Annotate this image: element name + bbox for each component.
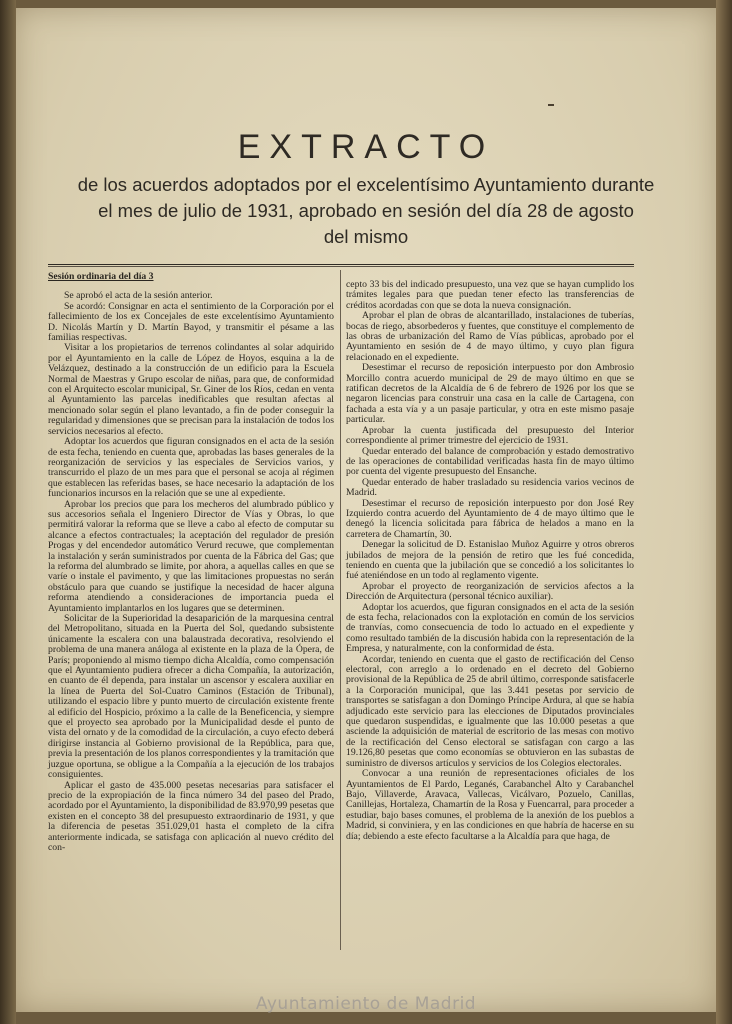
paragraph: Desestimar el recurso de reposición interpuesto por don Ambrosio Morcillo contra acuerdo municipal de 29 de mayo último en que se ratifican decretos de la Alcaldía de 6 de febrero de 1926 por los que se negaron licencias para construir una casa en la calle de Cartagena, con fachada a esta vía y a un pasaje particular, y otra en este mismo pasaje particular.: [346, 362, 634, 426]
section-heading: Sesión ordinaria del día 3: [48, 271, 154, 282]
paragraph: Desestimar el recurso de reposición interpuesto por don José Rey Izquierdo contra acuerdo del Ayuntamiento de 4 de mayo último que le denegó la licencia solicitada para fábrica de helados a mano en la carretera de Chamartín, 30.: [346, 497, 634, 540]
ink-mark: [548, 104, 554, 106]
paragraph: Se aprobó el acta de la sesión anterior.: [64, 290, 213, 302]
page-subtitle: [40, 172, 692, 250]
column-divider: [340, 270, 341, 950]
paragraph: Acordar, teniendo en cuenta que el gasto de rectificación del Censo electoral, con arreglo a lo ordenado en el decreto del Gobierno provisional de la República de 25 de abril último, corresponde satisfacerle a la Corporación municipal, que las 3.441 pesetas por servicio de transportes se satisfagan a don Domingo Príncipe Ardura, al que se había adjudicado este servicio para las elecciones de Diputados provinciales que quedaron suspendidas, e igualmente que las 10.000 pesetas a que asciende la adquisición de material de escritorio de las mesas con motivo de la rectificación del Censo electoral se satisfagan con cargo a las 19.126,80 pesetas que como economías se obtuvieron en las subastas de suministro de diversos artículos y servicios de los Colegios electorales.: [346, 653, 634, 769]
paragraph-continued: cepto 33 bis del indicado presupuesto, una vez que se hayan cumplido los trámites legales para que puedan tener efecto las transferencias de créditos acordadas con que se dota la nueva consignación.: [346, 279, 634, 311]
title-divider-secondary: [48, 266, 634, 267]
paragraph: Quedar enterado de haber trasladado su residencia varios vecinos de Madrid.: [346, 476, 634, 499]
paragraph: Denegar la solicitud de D. Estanislao Muñoz Aguirre y otros obreros jubilados de mejora de la pensión de retiro que les fué concedida, teniendo en cuenta que la jubilación que se concedió a los solicitantes lo fué ateniéndose en un todo al reglamento vigente.: [346, 539, 634, 582]
page-title: EXTRACTO: [237, 128, 495, 166]
subtitle-line: el mes de julio de 1931, aprobado en sesión del día 28 de agosto: [98, 200, 634, 221]
right-column: [346, 280, 634, 842]
paragraph: Aprobar la cuenta justificada del presupuesto del Interior correspondiente al primer trimestre del ejercicio de 1931.: [346, 424, 634, 447]
watermark: Ayuntamiento de Madrid: [255, 994, 477, 1014]
paragraph: Convocar a una reunión de representaciones oficiales de los Ayuntamientos de El Pardo, Leganés, Carabanchel Alto y Carabanchel Bajo, Villaverde, Aravaca, Vallecas, Vicálvaro, Pozuelo, Canillas, Canillejas, Hortaleza, Chamartín de la Rosa y Fuencarral, para proceder a estudiar, bajo bases comunes, el problema de la anexión de los pueblos a Madrid, si conviniera, y en las condiciones en que habría de hacerse en su día; debiendo a este efecto facultarse a la Alcaldía para que haga, de: [346, 768, 634, 842]
paragraph: Solicitar de la Superioridad la desaparición de la marquesina central del Metropolitano, situada en la Puerta del Sol, quedando subsistente únicamente la escalera con una balaustrada decorativa, resolviendo el problema de una manera análoga al existente en la plaza de la Ópera, de París; proponiendo al mismo tiempo dicha Alcaldía, como compensación que el Ayuntamiento pudiera ofrecer a dicha Compañía, la autorización, en cuanto de él dependa, para instalar un ascensor y escalera auxiliar en la línea de Puerta del Sol-Cuatro Caminos (Estación de Tribunal), utilizando el espacio libre y punto muerto de circulación existente frente al edificio del Hospicio, próximo a la calle de la Beneficencia, y siempre que el proyecto sea aprobado por la Municipalidad desde el punto de vista del ornato y de la comodidad de la circulación, a cuyo efecto deberá dirigirse instancia al Gobierno provisional de la República, para que, previa la presentación de los planos correspondientes y la tramitación que juzgue oportuna, se obligue a la Compañía a la ejecución de los trabajos consiguientes.: [48, 613, 334, 781]
paragraph: Aplicar el gasto de 435.000 pesetas necesarias para satisfacer el precio de la expropiación de la finca número 34 del paseo del Prado, acordado por el Ayuntamiento, la disponibilidad de 83.970,99 pesetas que existen en el concepto 38 del presupuesto extraordinario de 1931, y que la diferencia de pesetas 351.029,01 hasta el completo de la cifra anteriormente indicada, se satisfaga con aplicación al nuevo crédito del con-: [48, 779, 334, 853]
subtitle-line: del mismo: [323, 226, 409, 247]
paragraph: Aprobar el proyecto de reorganización de servicios afectos a la Dirección de Arquitectura (personal técnico auxiliar).: [346, 580, 634, 603]
paragraph: Visitar a los propietarios de terrenos colindantes al solar adquirido por el Ayuntamiento en la calle de López de Hoyos, esquina a la de Velázquez, destinado a la construcción de un edificio para la Escuela Normal de Maestras y Grupo escolar de niñas, para que, de conformidad con el Arquitecto escolar municipal, Sr. Giner de los Ríos, cedan en venta al Ayuntamiento las parcelas inedificables que resultan afectas al mencionado solar según el plano levantado, a fin de poder conseguir la regularidad y dimensiones que se precisan para la instalación de todos los servicios necesarios al efecto.: [48, 342, 334, 437]
paragraph: Aprobar los precios que para los mecheros del alumbrado público y sus accesorios señala el Ingeniero Director de Vías y Obras, lo que permitirá valorar la reforma que se lleve a cabo al efecto de computar su alcance a efectos contractuales; la aceptación del regulador de presión Progas y del encendedor automático Verurd recuwe, que complementan la instalación y serán suministrados por cuenta de la Fábrica del Gas; que la reforma del alumbrado se limite, por ahora, a aquellas calles en que se varíe o instale el pavimento, y que las limitaciones propuestas no serán obstáculo para que cuando se justifique la necesidad de hacer alguna reforma atendiendo a consideraciones de importancia pueda el Ayuntamiento implantarlos en los lugares que se determinen.: [48, 498, 334, 614]
paragraph: Aprobar el plan de obras de alcantarillado, instalaciones de tuberías, bocas de riego, absorbederos y fuentes, que constituye el complemento de las obras de urbanización del Ramo de Vías públicas, aprobado por el Ayuntamiento en sesión de 4 de mayo último, y cuyo plan figura relacionado en el expediente.: [346, 310, 634, 363]
left-column: [48, 272, 334, 853]
title-divider: [48, 264, 634, 265]
subtitle-line: de los acuerdos adoptados por el excelentísimo Ayuntamiento durante: [77, 174, 655, 195]
paragraph: Quedar enterado del balance de comprobación y estado demostrativo de las operaciones de contabilidad verificadas hasta fin de mayo último por cuenta del vigente presupuesto del Ensanche.: [346, 445, 634, 478]
paragraph: Adoptar los acuerdos que figuran consignados en el acta de la sesión de esta fecha, teniendo en cuenta que, aprobadas las bases generales de la reorganización de servicios y las especiales de Servicios varios, y transcurrido el plazo de un mes para que el personal se acoja al régimen que establecen las referidas bases, se hace necesario la adaptación de los funcionarios incursos en la relación que se une al expediente.: [48, 436, 334, 500]
paragraph: Adoptar los acuerdos, que figuran consignados en el acta de la sesión de esta fecha, relacionados con la explotación en común de los servicios de tranvías, como consecuencia de todo lo actuado en el expediente y como resultado también de la discusión habida con la representación de la Empresa, y naturalmente, con la conformidad de ésta.: [346, 601, 634, 655]
paragraph: Se acordó: Consignar en acta el sentimiento de la Corporación por el fallecimiento de los ex Concejales de este excelentísimo Ayuntamiento D. Nicolás Martín y D. Martín Bayod, y transmitir el pésame a las familias respectivas.: [48, 300, 334, 344]
